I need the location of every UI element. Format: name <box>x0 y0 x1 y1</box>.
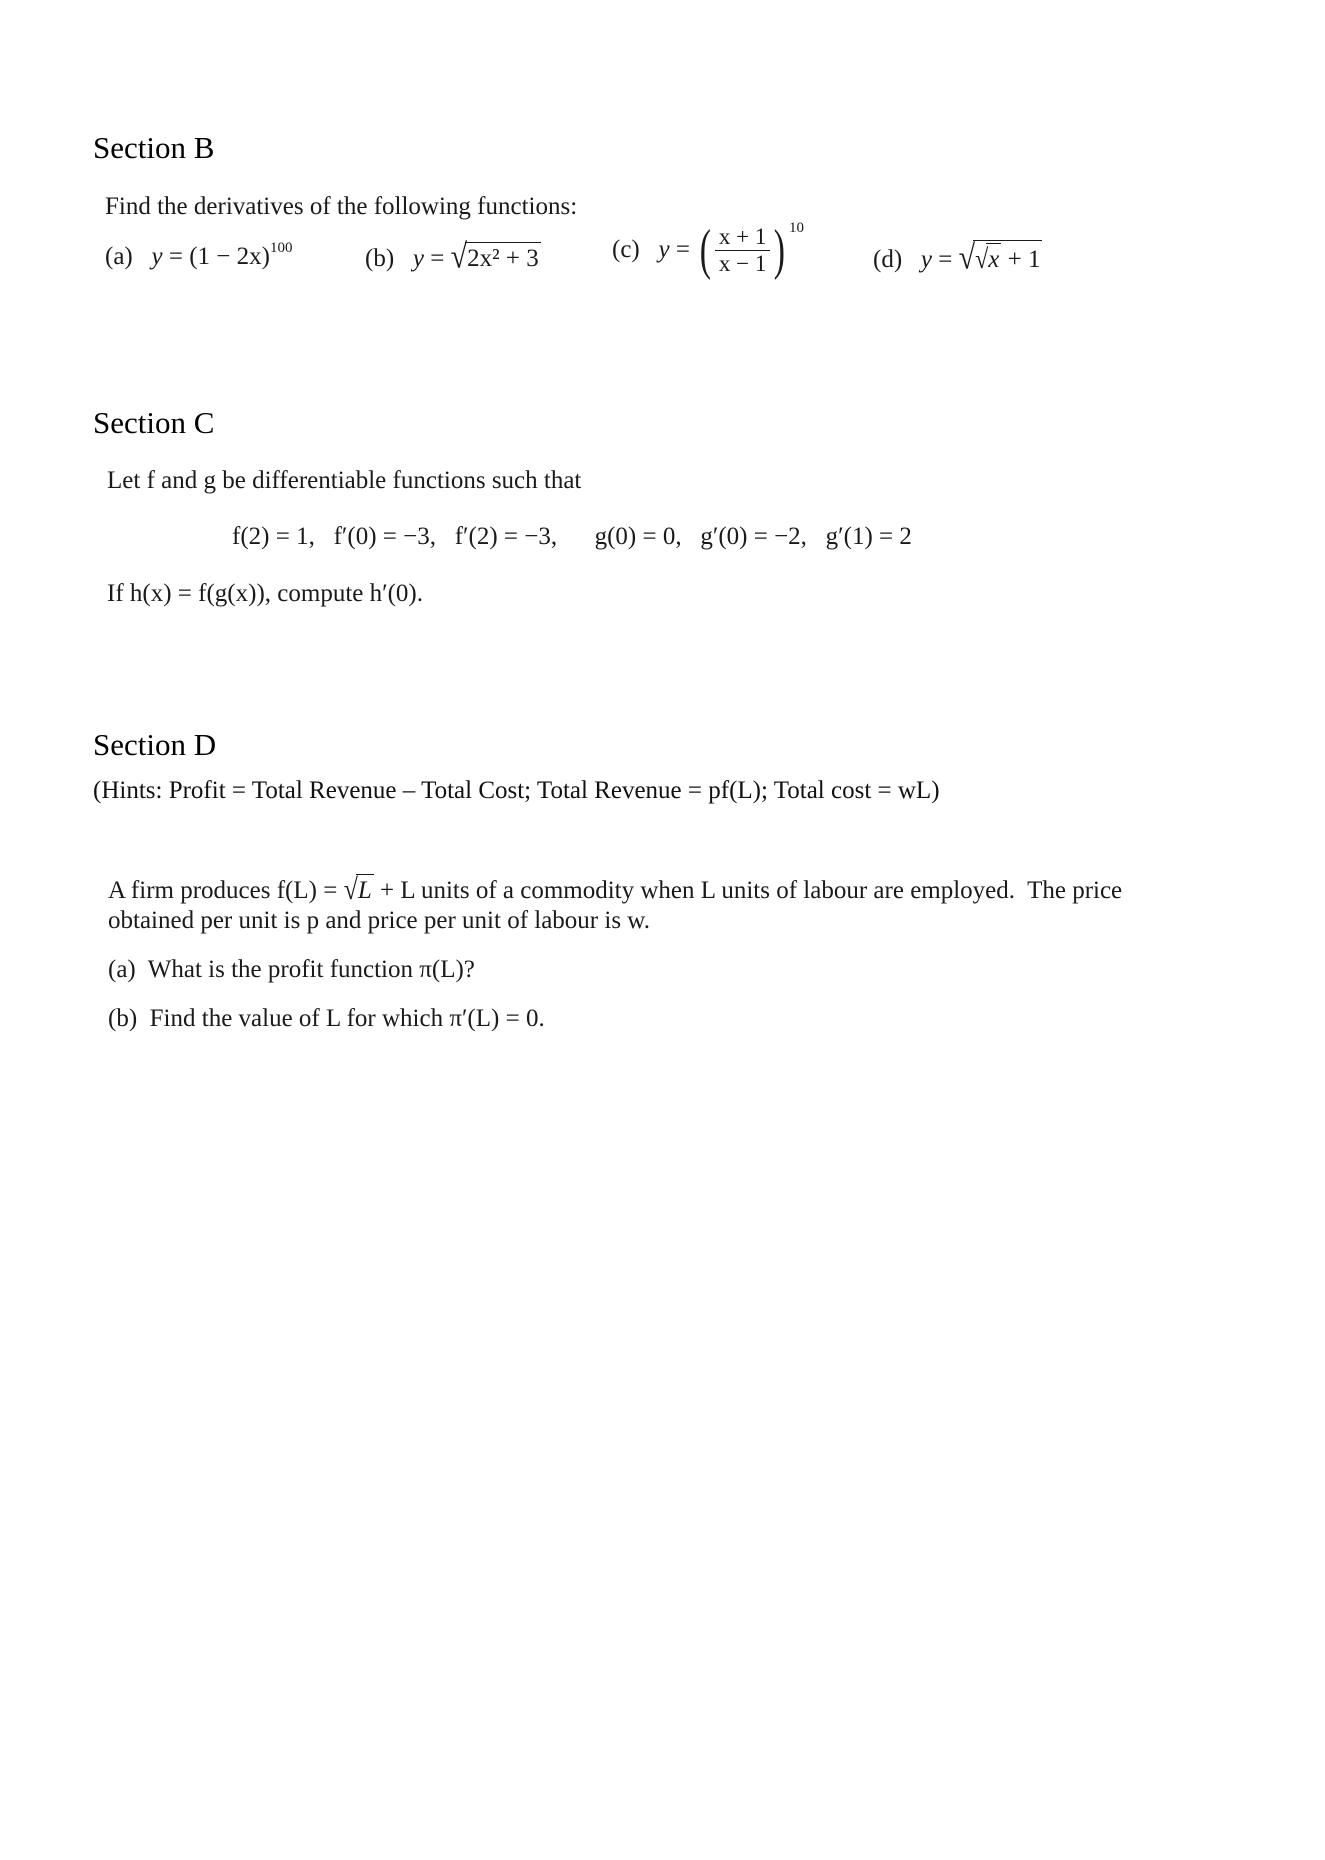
item-b-sqrt: √2x² + 3 <box>450 237 539 276</box>
problem-sqrt: √L <box>343 872 372 907</box>
item-b-radicand: 2x² + 3 <box>465 242 541 273</box>
problem-radicand: L <box>357 877 372 904</box>
item-c-fraction <box>715 224 770 277</box>
item-d-inner-sqrt: √x <box>975 244 1000 275</box>
item-c-numerator: x + 1 <box>715 224 770 251</box>
item-a-label: (a) <box>105 243 133 270</box>
section-d-part-a: (a) What is the profit function π(L)? <box>108 956 475 983</box>
item-d-lhs: y <box>920 246 933 273</box>
item-d-outer-sqrt: √√x + 1 <box>958 238 1041 277</box>
item-c-lhs: y <box>658 236 670 263</box>
section-b-title: Section B <box>93 130 215 165</box>
item-b-b: (b) y = √2x² + 3 <box>365 237 539 276</box>
item-d-label: (d) <box>873 246 903 273</box>
section-d-title: Section D <box>93 727 217 762</box>
item-b-label: (b) <box>365 245 395 272</box>
section-d-problem-line1 <box>108 874 1122 905</box>
section-c-givens: f(2) = 1, f′(0) = −3, f′(2) = −3, g(0) = 0, g′(0) = −2, g′(1) = 2 <box>232 523 912 550</box>
item-a-exponent: 100 <box>269 240 293 256</box>
section-c-question: If h(x) = f(g(x)), compute h′(0). <box>107 580 423 607</box>
item-d-inner-radicand: x <box>988 246 1000 273</box>
section-b-intro: Find the derivatives of the following functions: <box>105 193 578 220</box>
item-a-lhs: y <box>151 243 163 270</box>
item-b-a: (a) $y = (1 - 2x)^{100}$ <box>105 240 293 270</box>
section-d-problem-line2: obtained per unit is p and price per unit of labour is w. <box>108 907 650 934</box>
section-c-intro: Let f and g be differentiable functions such that <box>107 467 582 494</box>
item-b-lhs: y <box>412 245 425 272</box>
section-d-part-b: (b) Find the value of L for which π′(L) = 0. <box>108 1005 545 1032</box>
section-d-hints: (Hints: Profit = Total Revenue – Total Cost; Total Revenue = pf(L); Total cost = wL) <box>93 777 940 804</box>
item-b-d: (d) y = √√x + 1 <box>873 238 1041 277</box>
item-c-label: (c) <box>612 236 640 263</box>
item-b-c: (c) y = ( $\frac{x + 1}{x - 1}$ ) $^{10}$ <box>612 219 805 281</box>
problem-line1-post: + L units of a commodity when L units of labour are employed. The price <box>373 877 1123 904</box>
problem-line1-pre: A firm produces f(L) = <box>108 877 344 904</box>
item-a-base: (1 − 2x) <box>189 243 270 270</box>
section-c-title: Section C <box>93 405 215 440</box>
item-c-exponent: 10 <box>789 220 805 236</box>
item-c-denominator: x − 1 <box>718 250 767 276</box>
item-d-outer-tail: + 1 <box>1001 246 1041 273</box>
